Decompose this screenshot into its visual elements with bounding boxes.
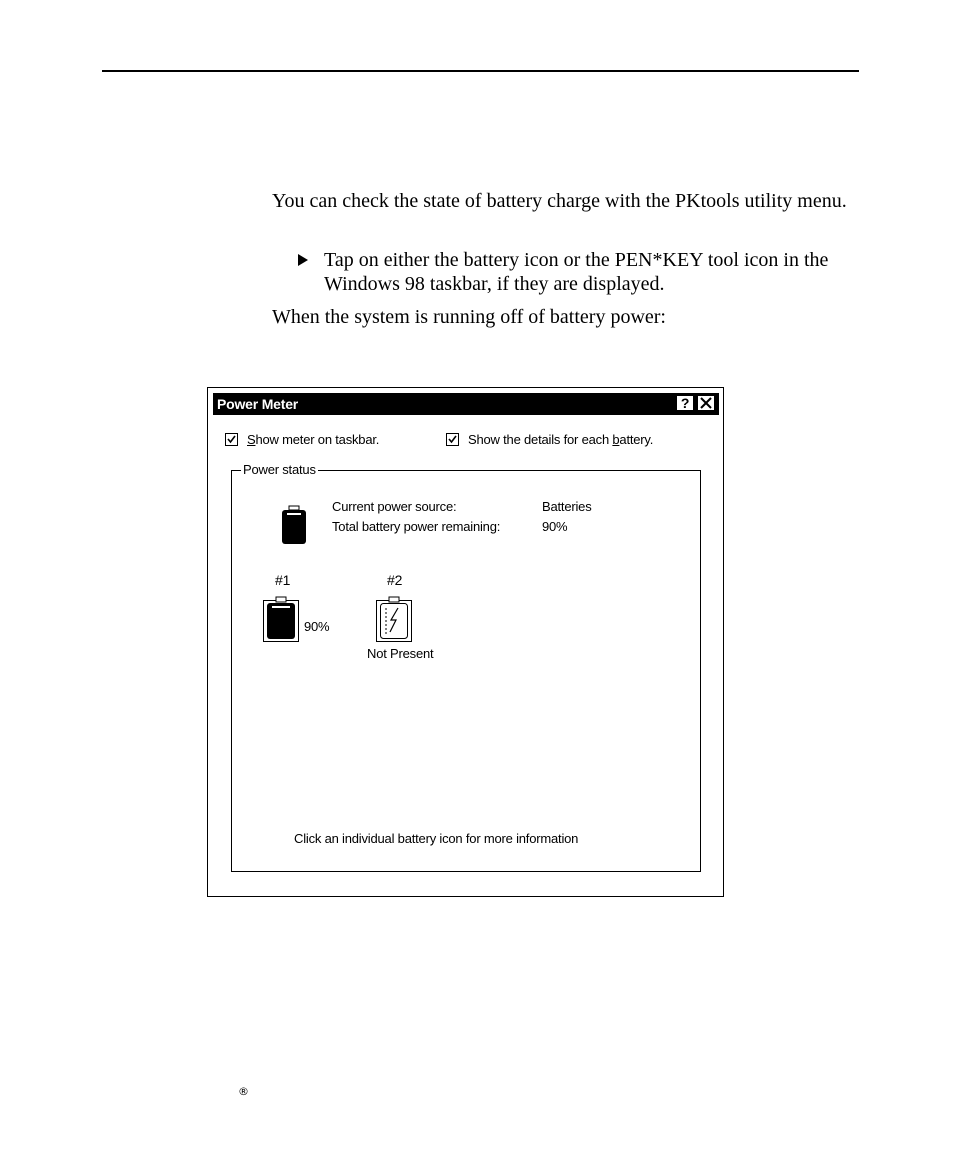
power-meter-dialog — [207, 387, 724, 897]
battery-2-number: #2 — [387, 572, 403, 588]
remaining-value: 90% — [542, 519, 568, 534]
registered-mark: ® — [238, 1085, 249, 1098]
hint-text: Click an individual battery icon for more information — [294, 831, 579, 846]
checkmark-icon — [227, 435, 236, 444]
source-label: Current power source: — [332, 499, 457, 514]
help-button[interactable]: ? — [676, 395, 694, 411]
header-rule — [102, 70, 859, 72]
group-title: Power status — [243, 462, 316, 477]
close-icon — [698, 396, 714, 410]
battery-1-number: #1 — [275, 572, 291, 588]
source-value: Batteries — [542, 499, 592, 514]
show-meter-label: Show meter on taskbar. — [247, 432, 380, 447]
show-meter-checkbox[interactable] — [225, 432, 425, 448]
power-status-group — [231, 462, 701, 872]
battery-2-status: Not Present — [367, 646, 434, 661]
remaining-label: Total battery power remaining: — [332, 519, 501, 534]
bullet-arrow-icon — [298, 254, 308, 266]
checkmark-icon — [448, 435, 457, 444]
close-button[interactable] — [697, 395, 715, 411]
battery-power-icon — [281, 505, 307, 545]
show-details-label: Show the details for each battery. — [468, 432, 654, 447]
intro-paragraph: You can check the state of battery charge with the PKtools utility menu. — [272, 190, 847, 212]
checkbox-box[interactable] — [446, 433, 459, 446]
title-bar — [213, 393, 719, 415]
show-details-checkbox[interactable] — [446, 432, 706, 448]
checkbox-box[interactable] — [225, 433, 238, 446]
battery-2-icon[interactable] — [376, 596, 412, 642]
battery-1-icon[interactable] — [263, 596, 299, 642]
followup-paragraph: When the system is running off of battery power: — [272, 306, 666, 328]
dialog-title: Power Meter — [217, 396, 299, 412]
battery-1-percent: 90% — [304, 619, 330, 634]
bullet-text: Tap on either the battery icon or the PEN*KEY tool icon in the Windows 98 taskbar, if they are displayed. — [324, 249, 829, 295]
